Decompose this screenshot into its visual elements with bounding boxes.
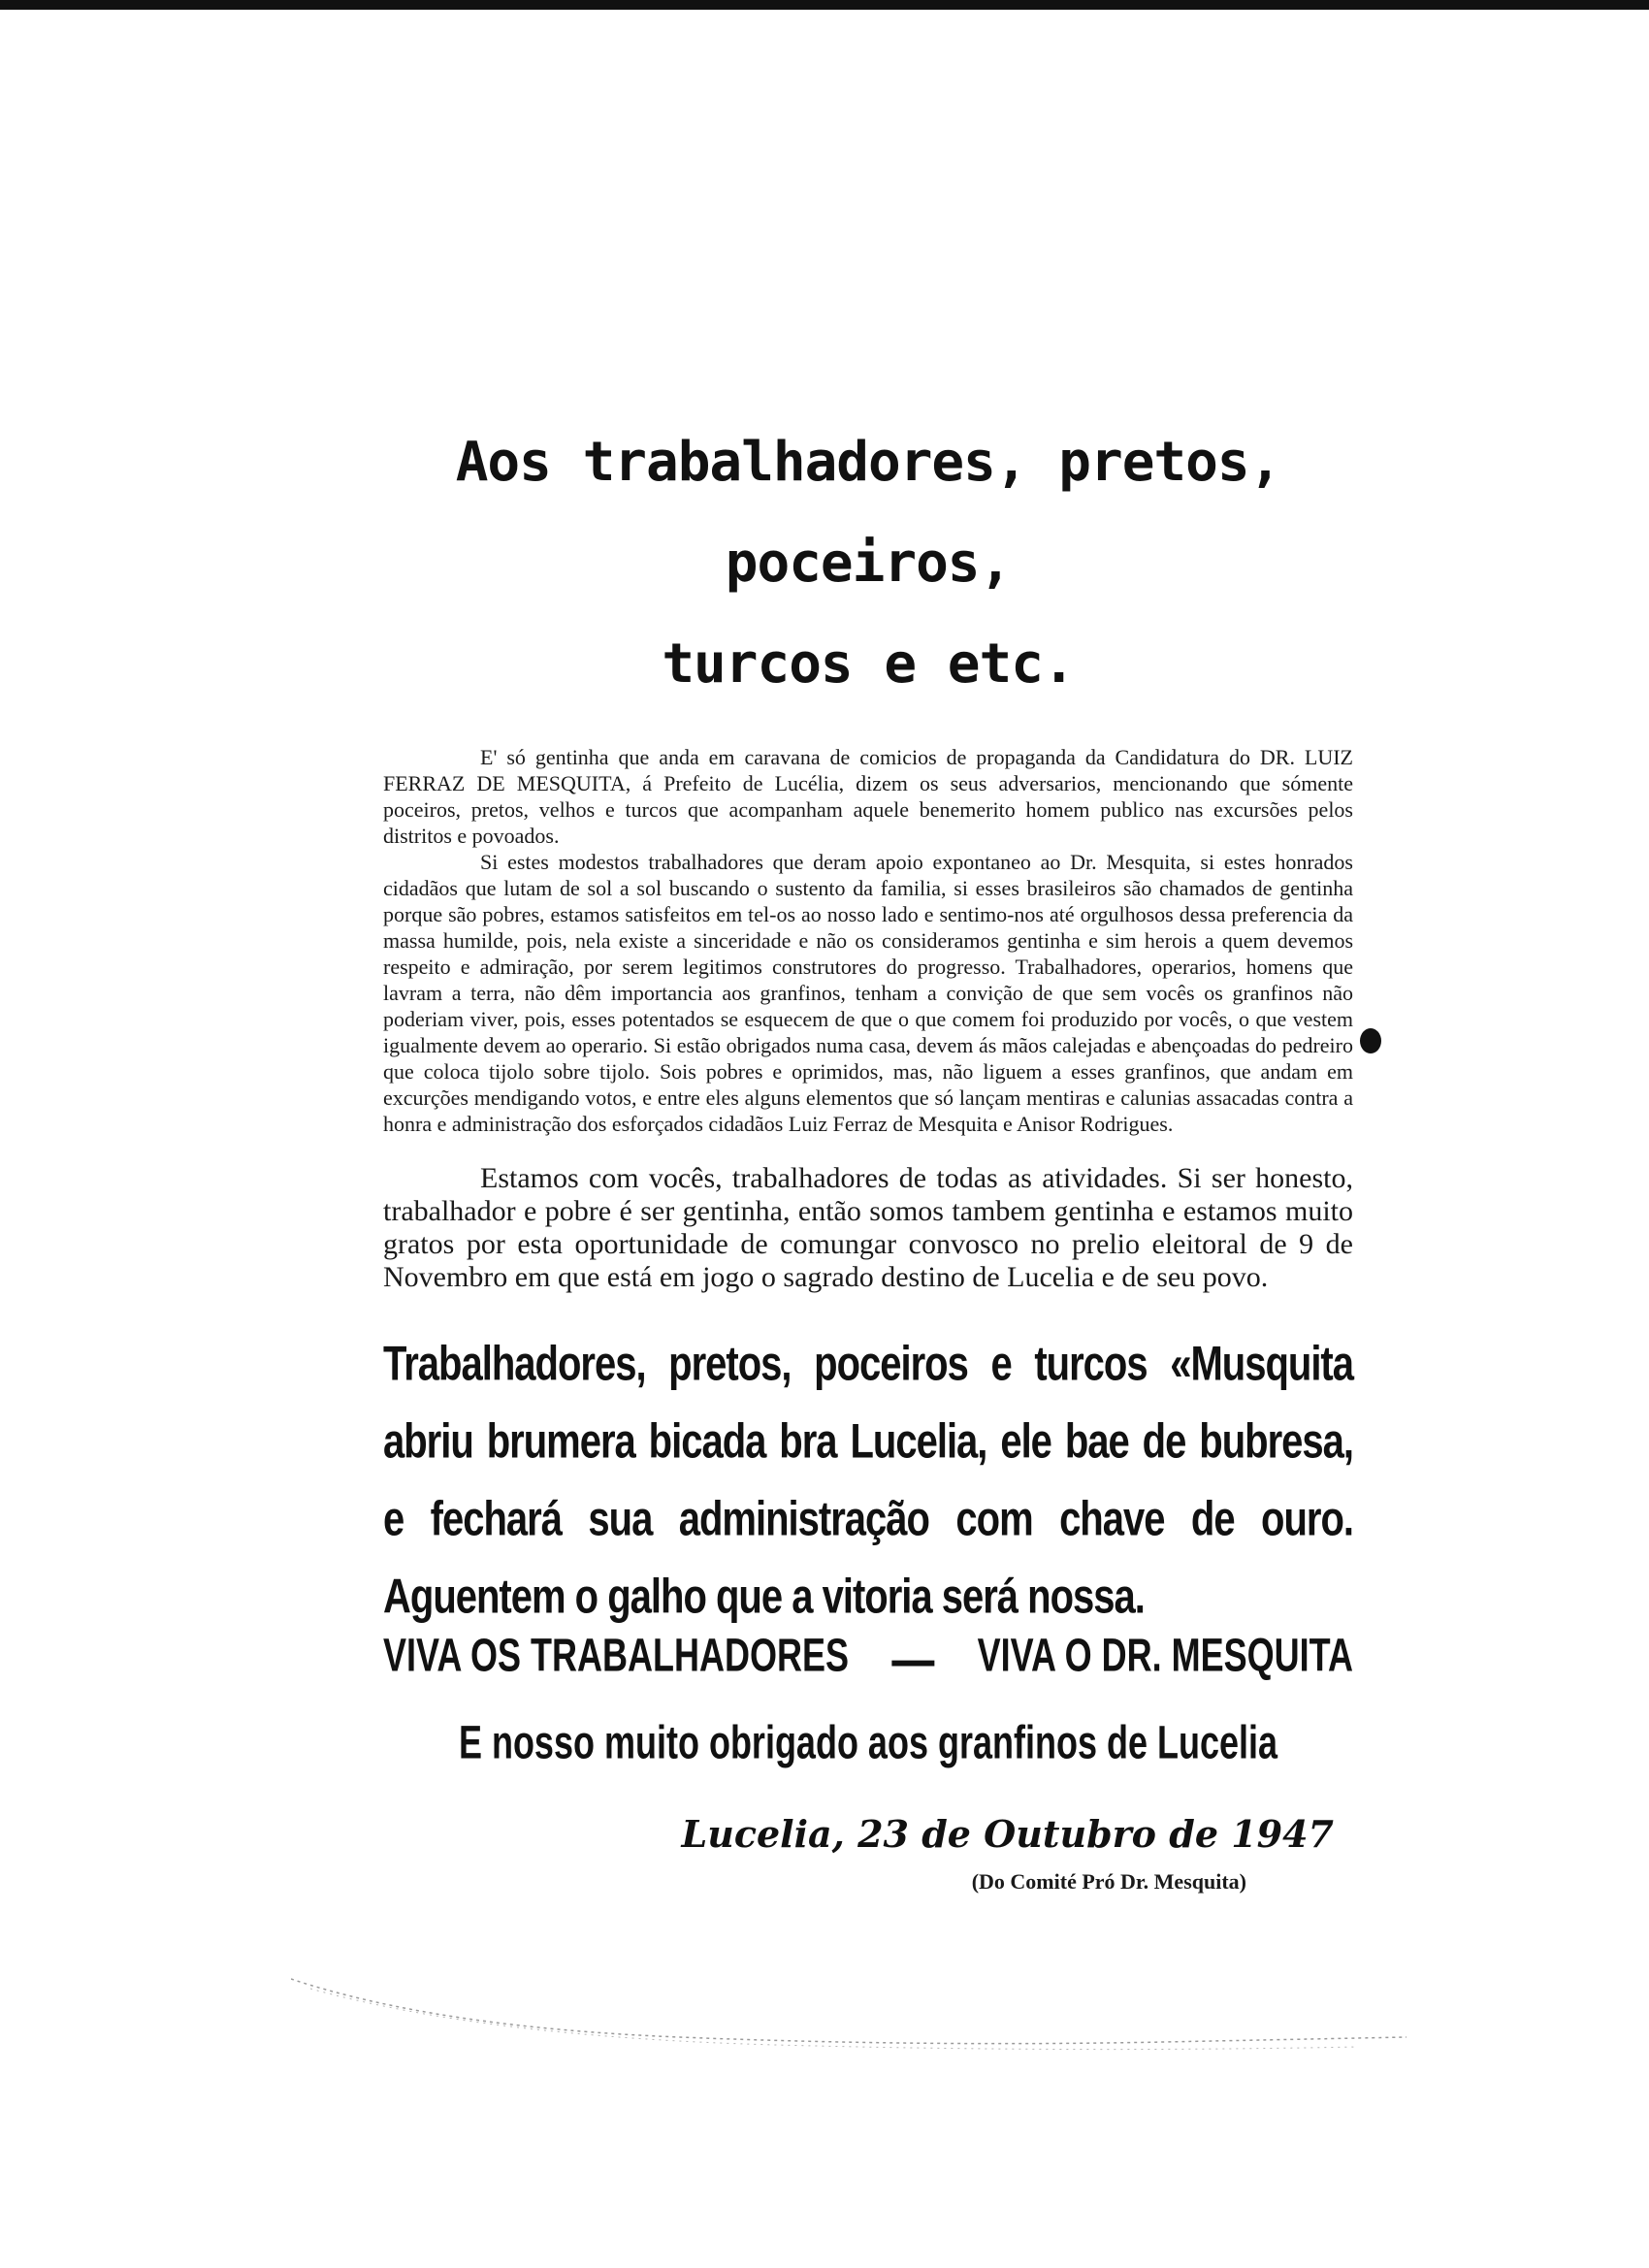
cheer-mesquita: VIVA O DR. MESQUITA [977,1628,1353,1682]
paragraph-3: Estamos com vocês, trabalhadores de todas as atividades. Si ser honesto, trabalhador e pobre é ser gentinha, então somos tambem gentinha e estamos muito gratos por esta oportunidade de comungar convosco no prelio eleitoral de 9 de Novembro em que está em jogo o sagrado destino de Lucelia e de seu povo. [383,1162,1353,1293]
cheer-workers: VIVA OS TRABALHADORES [383,1628,850,1682]
paper-smudge [291,1969,1406,2057]
paragraph-2: Si estes modestos trabalhadores que deram apoio expontaneo ao Dr. Mesquita, si estes honrados cidadãos que lutam de sol a sol buscando o sustento da familia, si esses brasileiros são chamados de gentinha porque são pobres, estamos satisfeitos em tel-os ao nosso lado e sentimo-nos até orgulhosos dessa preferencia da massa humilde, pois, nela existe a sinceridade e não os consideramos gentinha e sim herois a quem devemos respeito e admiração, por serem legitimos construtores do progresso. Trabalhadores, operarios, homens que lavram a terra, não dêm importancia aos granfinos, tenham a convição de que sem vocês os granfinos não poderiam viver, pois, esses potentados se esquecem de que o que comem foi produzido por vocês, o que vestem igualmente devem ao operario. Si estão obrigados numa casa, devem ás mãos calejadas e abençoadas do pedreiro que coloca tijolo sobre tijolo. Sois pobres e oprimidos, mas, não liguem a esses granfinos, que andam em excurções mendigando votos, e entre eles alguns elementos que só lançam mentiras e calunias assacadas contra a honra e administração dos esforçados cidadãos Luiz Ferraz de Mesquita e Anisor Rodrigues. [383,850,1353,1136]
slogan: Trabalhadores, pretos, poceiros e turcos «Musquita abriu brumera bicada bra Lucelia, ele bae de bubresa, e fechará sua administração com chave de ouro. Aguentem o galho que a vitoria será nossa. [383,1337,1353,1624]
dateline: Lucelia, 23 de Outubro de 1947 [681,1812,1334,1856]
signature: (Do Comité Pró Dr. Mesquita) [971,1869,1246,1894]
body-block [383,744,1353,1137]
headline-line-2: turcos e etc. [662,632,1075,696]
ink-blot [1360,1028,1381,1053]
headline-line-1: Aos trabalhadores, pretos, poceiros, [455,431,1281,595]
thanks-line: E nosso muito obrigado aos granfinos de Lucelia [458,1715,1278,1769]
paragraph-1: E' só gentinha que anda em caravana de comicios de propaganda da Candidatura do DR. LUIZ FERRAZ DE MESQUITA, á Prefeito de Lucélia, dizem os seus adversarios, mencionando que sómente poceiros, pretos, velhos e turcos que acompanham aquele benemerito homem publico nas excursões pelos distritos e povoados. [383,745,1353,848]
leaflet [383,412,1353,1895]
cheer-row [383,1628,1353,1694]
headline [383,412,1353,715]
cheer-dash: — [891,1628,935,1693]
scan-top-edge [0,0,1649,10]
